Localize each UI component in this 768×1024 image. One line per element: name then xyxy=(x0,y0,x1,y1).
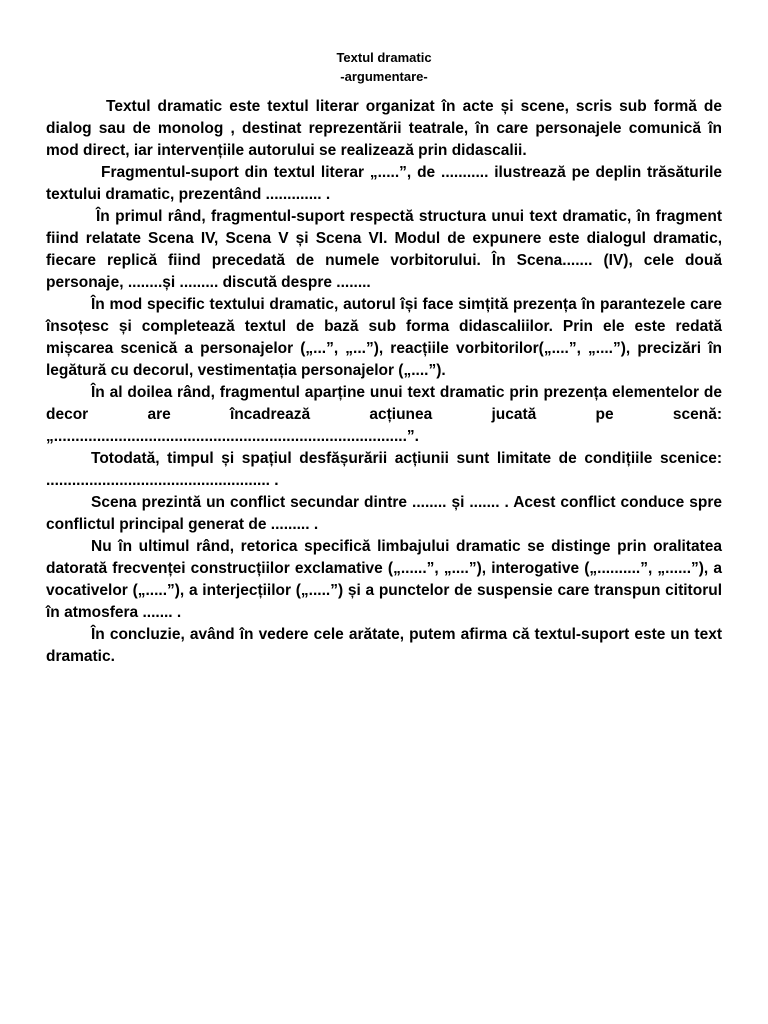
paragraph-structure: În primul rând, fragmentul-suport respectă structura unui text dramatic, în fragment fiind relatate Scena IV, Scena V și Scena VI. Modul de expunere este dialogul dramatic, fiecare replică fiind precedată de numele vorbitorului. În Scena....... (IV), cele două personaje, ........și ......... discută despre ........ xyxy=(46,208,722,291)
paragraph-rhetoric: Nu în ultimul rând, retorica specifică limbajului dramatic se distinge prin oralitatea datorată frecvenței construcțiilor exclamative („......”, „....”), interogative („..........”, „......”), a vocativelor („.....”), a interjecțiilor („.....”) și a punctelor de suspensie care transpun cititorul în atmosfera ....... . xyxy=(46,538,722,621)
paragraph-didascalii: În mod specific textului dramatic, autorul își face simțită prezența în parantezele care însoțesc și completează textul de bază sub forma didascaliilor. Prin ele este redată mișcarea scenică a personajelor („...”, „...”), reacțiile vorbitorilor(„....”, „....”), precizări în legătură cu decorul, vestimentația personajelor („....”). xyxy=(46,296,722,379)
paragraph-time-space: Totodată, timpul și spațiul desfășurării acțiunii sunt limitate de condițiile scenice: .................................................... . xyxy=(46,450,722,489)
paragraph-thesis: Fragmentul-suport din textul literar „.....”, de ........... ilustrează pe deplin trăsăturile textului dramatic, prezentând ............. . xyxy=(46,164,722,203)
paragraph-decor: În al doilea rând, fragmentul aparține unui text dramatic prin prezența elementelor de decor are încadrează acțiunea jucată pe scenă: „..................................................................................”. xyxy=(46,384,722,445)
document-page xyxy=(46,48,722,668)
paragraph-conflict: Scena prezintă un conflict secundar dintre ........ și ....... . Acest conflict conduce spre conflictul principal generat de ......... . xyxy=(46,494,722,533)
document-title: Textul dramatic xyxy=(336,50,432,65)
paragraph-definition: Textul dramatic este textul literar organizat în acte și scene, scris sub formă de dialog sau de monolog , destinat reprezentării teatrale, în care personajele comunică în mod direct, iar intervențiile autorului se realizează prin didascalii. xyxy=(46,98,722,159)
document-subtitle: -argumentare- xyxy=(340,69,428,84)
paragraph-conclusion: În concluzie, având în vedere cele arătate, putem afirma că textul-suport este un text dramatic. xyxy=(46,626,722,665)
